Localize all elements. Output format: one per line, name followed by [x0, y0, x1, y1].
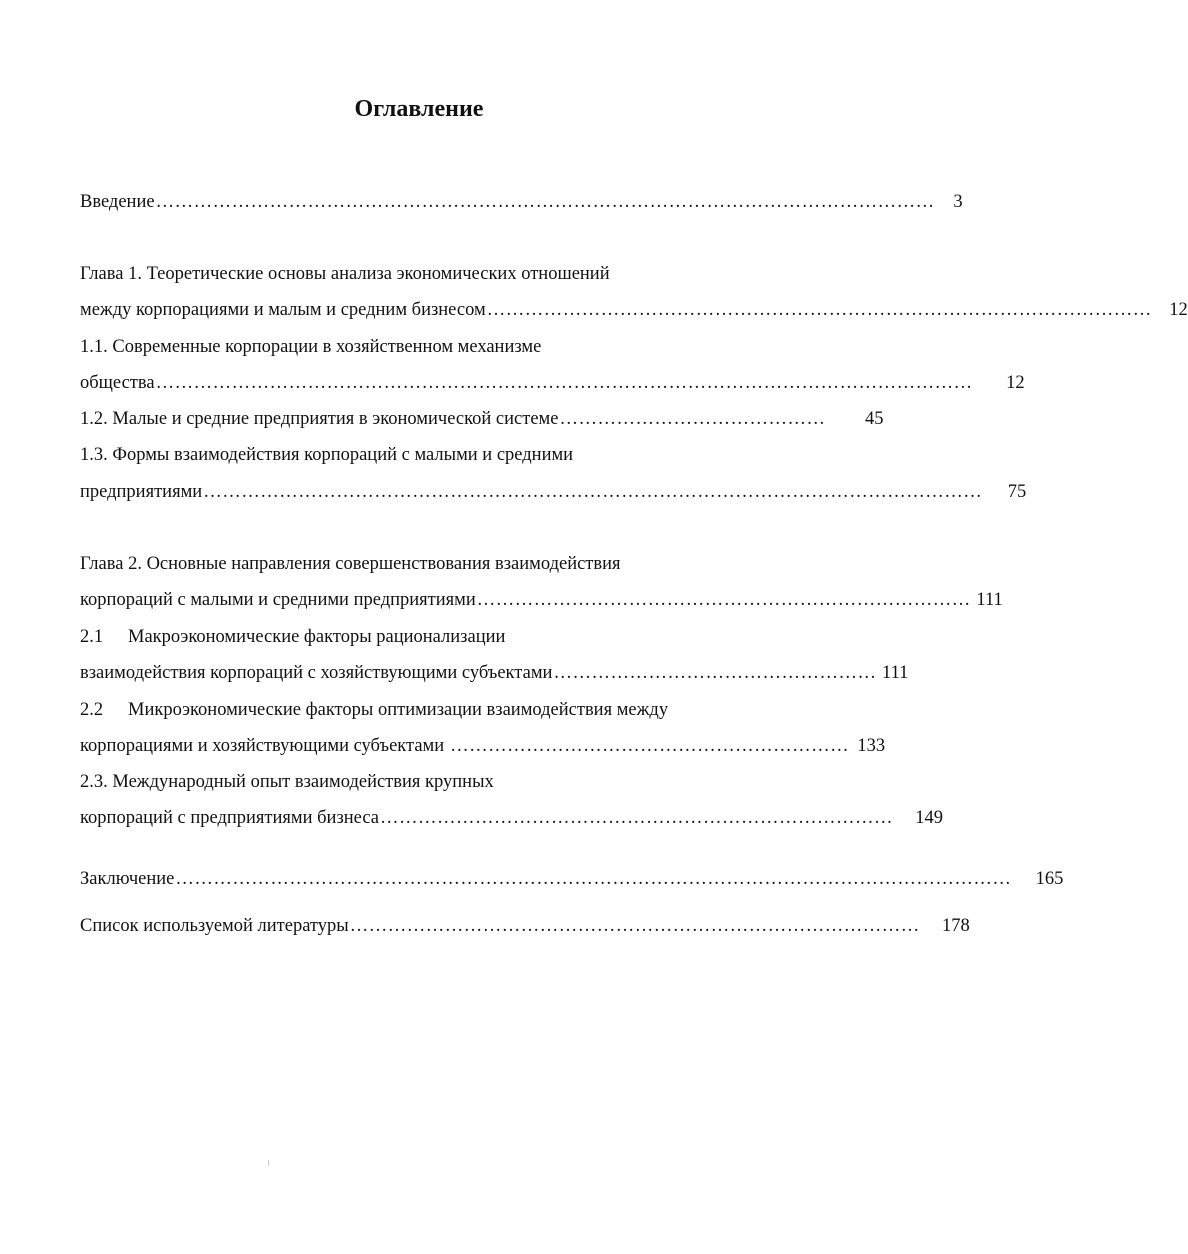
toc-entry-text: корпораций с предприятиями бизнеса [80, 808, 379, 828]
dot-leader: …………………………………………………………………………………………………………… [155, 192, 935, 212]
dot-leader: ……………………………………………………… [450, 736, 850, 756]
toc-page-number: 45 [864, 409, 884, 429]
toc-page-number: 111 [976, 590, 1003, 610]
dot-leader: …………………………………… [559, 409, 826, 429]
section-2-1-heading[interactable] [80, 625, 505, 649]
toc-entry-section-1-1[interactable] [80, 371, 1025, 395]
toc-entry-text: предприятиями [80, 482, 203, 502]
toc-entry-text: 1.2. Малые и средние предприятия в экономической системе [80, 409, 559, 429]
toc-entry-section-2-3[interactable] [80, 806, 943, 830]
toc-entry-section-2-2[interactable] [80, 734, 886, 758]
toc-entry-section-1-2[interactable] [80, 407, 884, 431]
toc-page-number: 12 [1169, 300, 1188, 320]
dot-leader: …………………………………………… [553, 663, 877, 683]
toc-entry-chapter-1[interactable] [80, 298, 1188, 322]
chapter-1-heading[interactable]: Глава 1. Теоретические основы анализа экономических отношений [80, 264, 610, 284]
section-number: 2.1 [80, 627, 104, 647]
toc-page-number: 178 [941, 916, 970, 936]
section-number: 2.2 [80, 700, 104, 720]
dot-leader: …………………………………………………………………………………………………………………… [175, 869, 1012, 889]
toc-entry-chapter-2[interactable] [80, 588, 1003, 612]
toc-page-number: 149 [915, 808, 943, 828]
dot-leader: …………………………………………………………………………………………………………… [203, 482, 983, 502]
dot-leader: …………………………………………………………………… [476, 590, 971, 610]
toc-entry-text: Введение [80, 192, 155, 212]
toc-entry-section-2-1[interactable] [80, 661, 909, 685]
dot-leader: ……………………………………………………………………………… [349, 916, 920, 936]
section-title: Микроэкономические факторы оптимизации взаимодействия между [128, 700, 669, 720]
toc-entry-section-1-3[interactable] [80, 480, 1027, 504]
section-1-3-heading[interactable]: 1.3. Формы взаимодействия корпораций с малыми и средними [80, 445, 574, 465]
dot-leader: …………………………………………………………………………………………… [486, 300, 1152, 320]
toc-entry-text: общества [80, 373, 155, 393]
section-1-1-heading[interactable]: 1.1. Современные корпорации в хозяйственном механизме [80, 337, 542, 357]
toc-page-number: 3 [953, 192, 963, 212]
dot-leader: ……………………………………………………………………… [379, 808, 893, 828]
toc-page-number: 111 [882, 663, 909, 683]
toc-entry-text: корпораций с малыми и средними предприятиями [80, 590, 476, 610]
scan-artifact [268, 1160, 269, 1166]
toc-entry-bibliography[interactable] [80, 914, 970, 938]
section-2-2-heading[interactable] [80, 698, 668, 722]
page-title: Оглавление [354, 96, 484, 122]
toc-entry-text: взаимодействия корпораций с хозяйствующими субъектами [80, 663, 553, 683]
toc-entry-conclusion[interactable] [80, 867, 1064, 891]
section-2-3-heading[interactable]: 2.3. Международный опыт взаимодействия крупных [80, 772, 494, 792]
dot-leader: ………………………………………………………………………………………………………………… [155, 373, 973, 393]
toc-page-number: 75 [1007, 482, 1027, 502]
toc-entry-text: Список используемой литературы [80, 916, 349, 936]
toc-page-number: 133 [857, 736, 886, 756]
toc-entry-text: корпорациями и хозяйствующими субъектами [80, 736, 445, 756]
toc-entry-intro[interactable] [80, 190, 963, 214]
chapter-2-heading[interactable]: Глава 2. Основные направления совершенствования взаимодействия [80, 554, 621, 574]
section-title: Макроэкономические факторы рационализации [128, 627, 506, 647]
toc-page-number: 165 [1035, 869, 1064, 889]
toc-page-number: 12 [1006, 373, 1025, 393]
toc-entry-text: Заключение [80, 869, 175, 889]
toc-entry-text: между корпорациями и малым и средним бизнесом [80, 300, 486, 320]
